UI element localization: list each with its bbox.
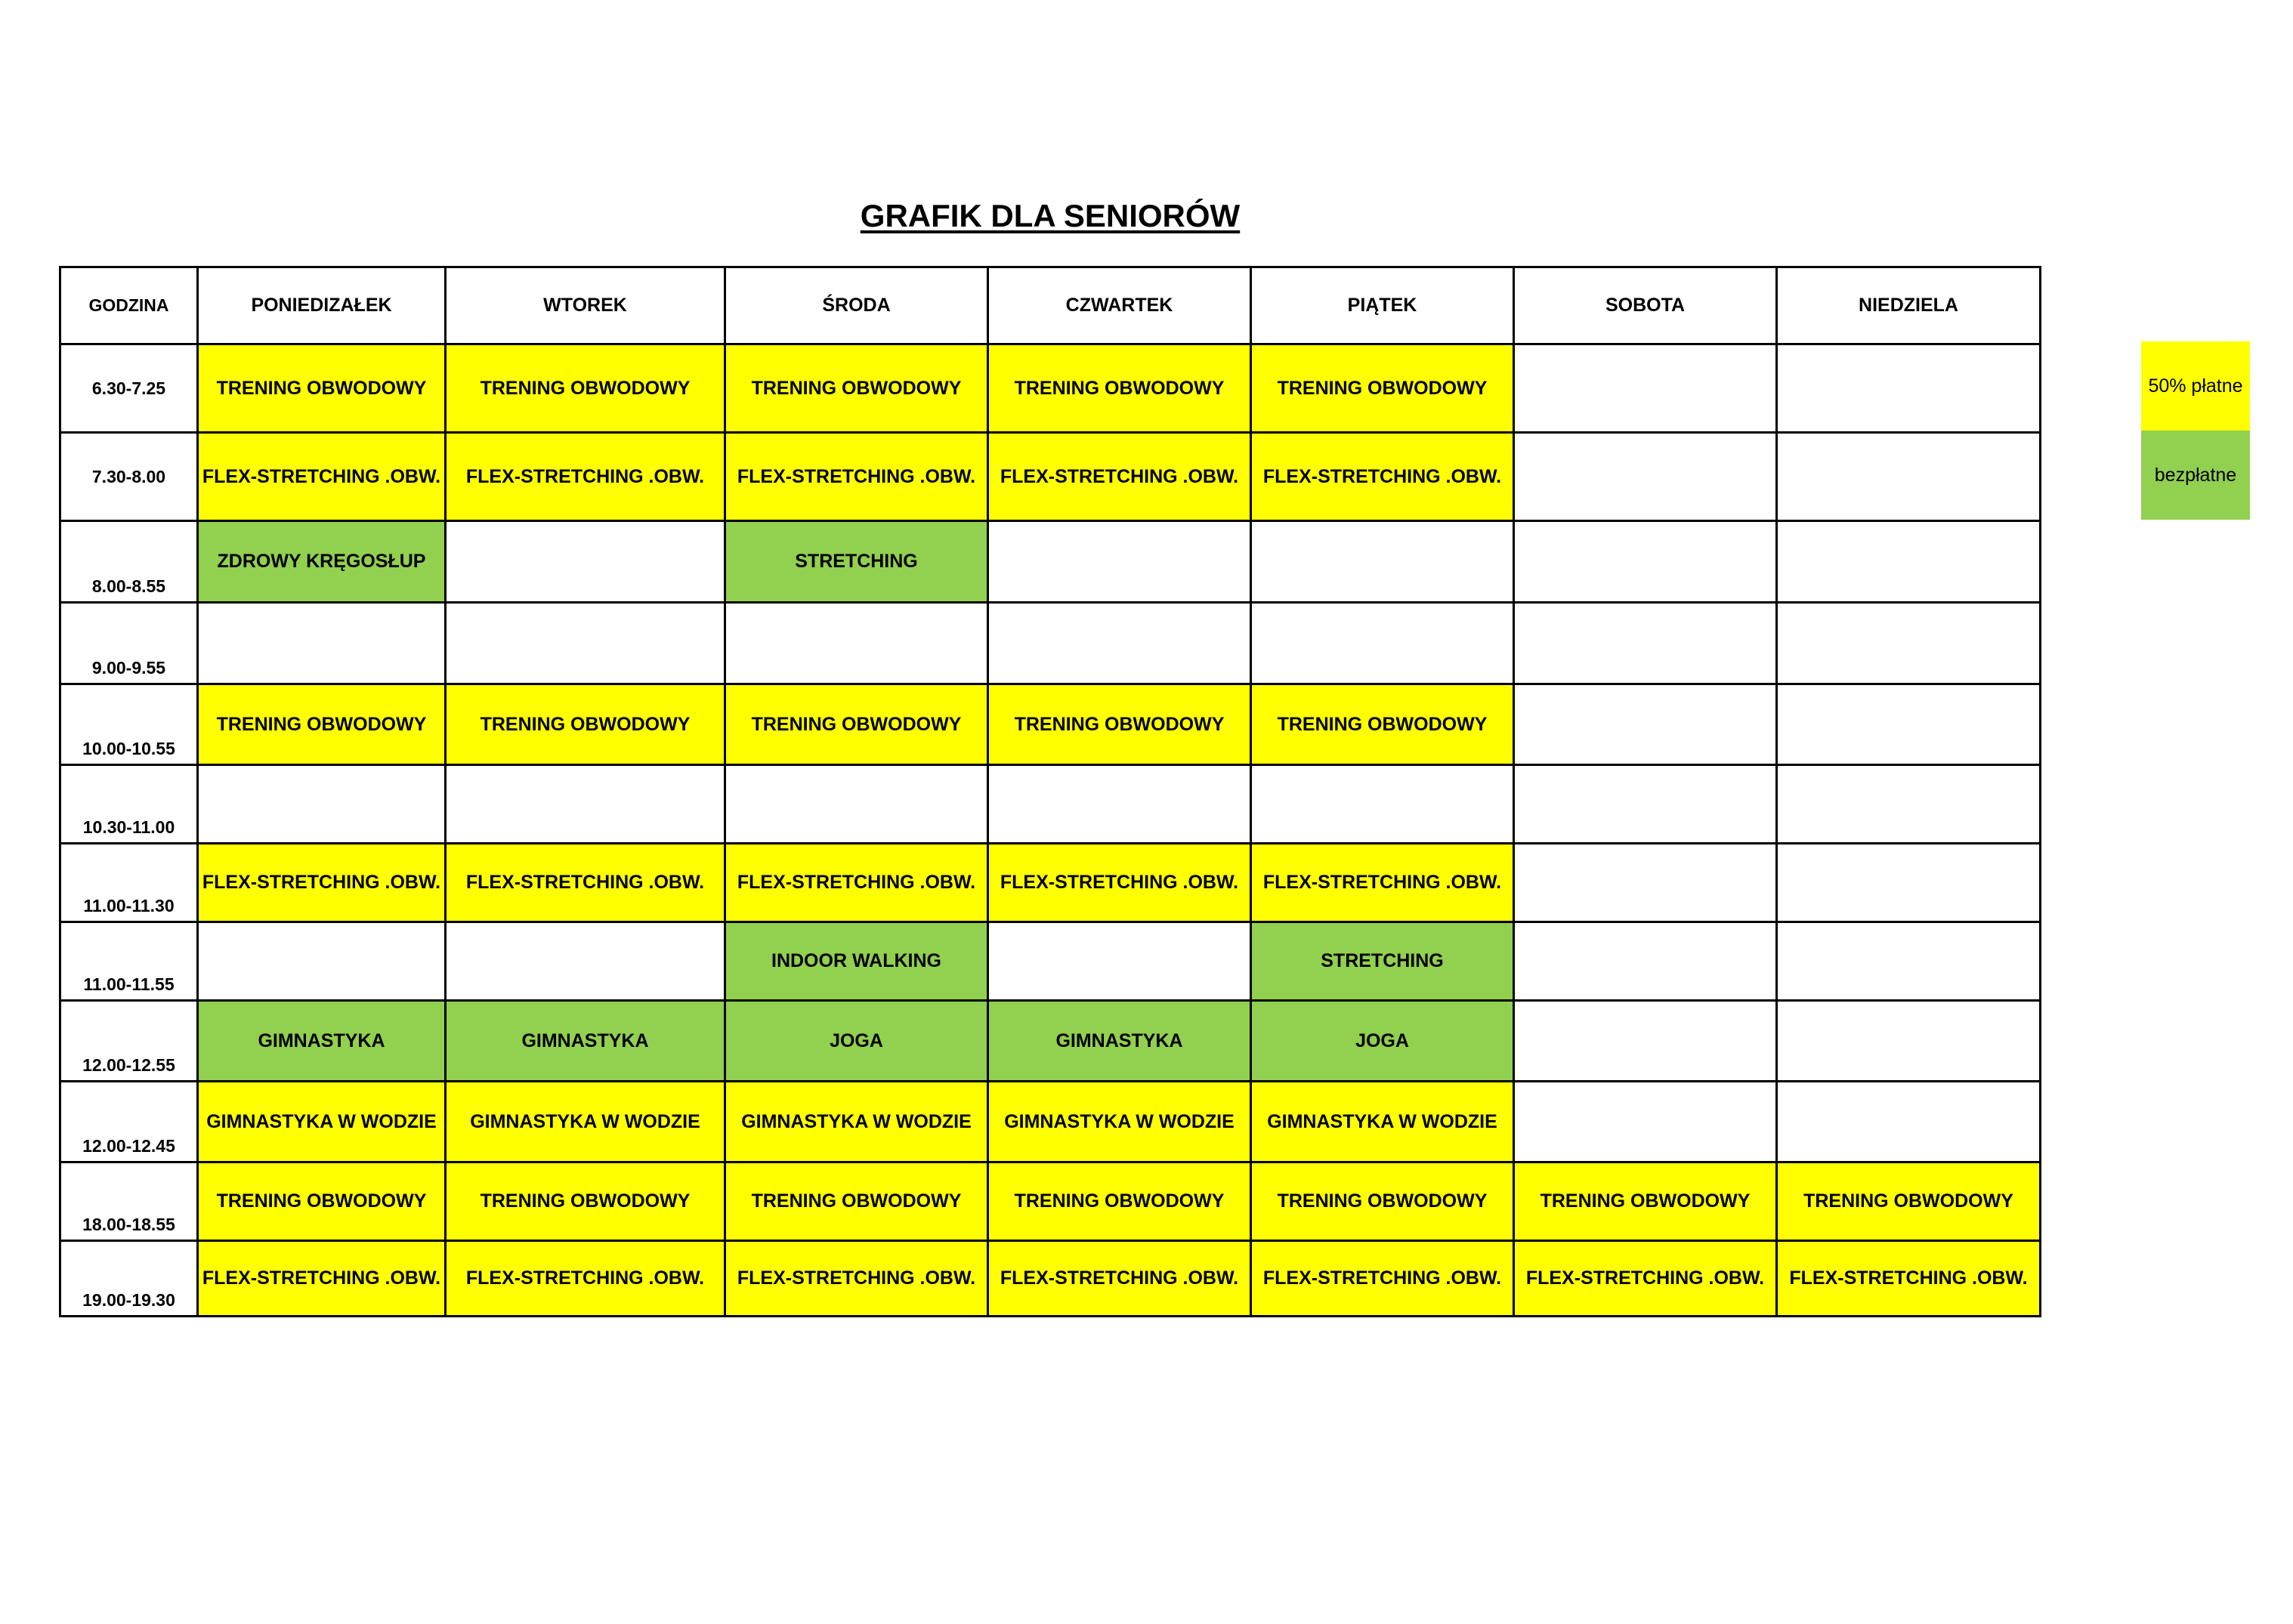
time-cell: 12.00-12.45 bbox=[60, 1082, 198, 1162]
class-cell: FLEX-STRETCHING .OBW. bbox=[725, 1241, 988, 1317]
empty-cell bbox=[198, 922, 446, 1001]
time-cell: 10.00-10.55 bbox=[60, 684, 198, 765]
empty-cell bbox=[725, 603, 988, 684]
class-cell: TRENING OBWODOWY bbox=[1251, 684, 1514, 765]
header-cell-niedziela: NIEDZIELA bbox=[1777, 267, 2041, 344]
page-title: GRAFIK DLA SENIORÓW bbox=[860, 198, 1241, 233]
class-cell: TRENING OBWODOWY bbox=[988, 684, 1251, 765]
empty-cell bbox=[1514, 922, 1777, 1001]
class-cell: GIMNASTYKA W WODZIE bbox=[198, 1082, 446, 1162]
table-row bbox=[60, 603, 2041, 684]
empty-cell bbox=[1251, 521, 1514, 603]
class-cell: TRENING OBWODOWY bbox=[725, 1162, 988, 1241]
table-row bbox=[60, 521, 2041, 603]
class-cell: TRENING OBWODOWY bbox=[446, 344, 725, 433]
legend-item-paid: 50% płatne bbox=[2141, 341, 2250, 431]
table-row bbox=[60, 684, 2041, 765]
class-cell: FLEX-STRETCHING .OBW. bbox=[1514, 1241, 1777, 1317]
empty-cell bbox=[1777, 344, 2041, 433]
table-row bbox=[60, 922, 2041, 1001]
header-cell-poniedizalek: PONIEDIZAŁEK bbox=[198, 267, 446, 344]
time-cell: 9.00-9.55 bbox=[60, 603, 198, 684]
class-cell: TRENING OBWODOWY bbox=[725, 684, 988, 765]
header-cell-wtorek: WTOREK bbox=[446, 267, 725, 344]
class-cell: FLEX-STRETCHING .OBW. bbox=[446, 844, 725, 922]
table-row bbox=[60, 1162, 2041, 1241]
class-cell: TRENING OBWODOWY bbox=[446, 684, 725, 765]
header-cell-sroda: ŚRODA bbox=[725, 267, 988, 344]
empty-cell bbox=[1514, 603, 1777, 684]
class-cell: TRENING OBWODOWY bbox=[988, 1162, 1251, 1241]
empty-cell bbox=[1514, 521, 1777, 603]
table-row bbox=[60, 1001, 2041, 1082]
empty-cell bbox=[1777, 603, 2041, 684]
class-cell: FLEX-STRETCHING .OBW. bbox=[1251, 433, 1514, 521]
class-cell: GIMNASTYKA bbox=[198, 1001, 446, 1082]
class-cell: GIMNASTYKA W WODZIE bbox=[988, 1082, 1251, 1162]
empty-cell bbox=[988, 603, 1251, 684]
empty-cell bbox=[1777, 684, 2041, 765]
time-cell: 6.30-7.25 bbox=[60, 344, 198, 433]
empty-cell bbox=[198, 765, 446, 844]
class-cell: FLEX-STRETCHING .OBW. bbox=[1251, 1241, 1514, 1317]
class-cell: ZDROWY KRĘGOSŁUP bbox=[198, 521, 446, 603]
class-cell: INDOOR WALKING bbox=[725, 922, 988, 1001]
table-row bbox=[60, 1241, 2041, 1317]
empty-cell bbox=[1777, 521, 2041, 603]
class-cell: FLEX-STRETCHING .OBW. bbox=[446, 1241, 725, 1317]
header-cell-godzina: GODZINA bbox=[60, 267, 198, 344]
class-cell: FLEX-STRETCHING .OBW. bbox=[198, 1241, 446, 1317]
time-cell: 11.00-11.55 bbox=[60, 922, 198, 1001]
class-cell: GIMNASTYKA bbox=[988, 1001, 1251, 1082]
header-cell-czwartek: CZWARTEK bbox=[988, 267, 1251, 344]
empty-cell bbox=[1514, 1082, 1777, 1162]
time-cell: 18.00-18.55 bbox=[60, 1162, 198, 1241]
class-cell: FLEX-STRETCHING .OBW. bbox=[1777, 1241, 2041, 1317]
header-cell-sobota: SOBOTA bbox=[1514, 267, 1777, 344]
empty-cell bbox=[446, 603, 725, 684]
header-row bbox=[60, 267, 2041, 344]
empty-cell bbox=[446, 765, 725, 844]
empty-cell bbox=[446, 521, 725, 603]
class-cell: GIMNASTYKA bbox=[446, 1001, 725, 1082]
class-cell: TRENING OBWODOWY bbox=[446, 1162, 725, 1241]
time-cell: 12.00-12.55 bbox=[60, 1001, 198, 1082]
empty-cell bbox=[1514, 844, 1777, 922]
class-cell: FLEX-STRETCHING .OBW. bbox=[988, 433, 1251, 521]
class-cell: TRENING OBWODOWY bbox=[988, 344, 1251, 433]
class-cell: TRENING OBWODOWY bbox=[1251, 1162, 1514, 1241]
class-cell: FLEX-STRETCHING .OBW. bbox=[988, 1241, 1251, 1317]
empty-cell bbox=[1777, 433, 2041, 521]
empty-cell bbox=[446, 922, 725, 1001]
time-cell: 19.00-19.30 bbox=[60, 1241, 198, 1317]
empty-cell bbox=[988, 765, 1251, 844]
empty-cell bbox=[1777, 922, 2041, 1001]
legend-item-free: bezpłatne bbox=[2141, 431, 2250, 520]
class-cell: TRENING OBWODOWY bbox=[198, 684, 446, 765]
time-cell: 10.30-11.00 bbox=[60, 765, 198, 844]
empty-cell bbox=[1514, 765, 1777, 844]
class-cell: TRENING OBWODOWY bbox=[198, 344, 446, 433]
empty-cell bbox=[1514, 1001, 1777, 1082]
time-cell: 8.00-8.55 bbox=[60, 521, 198, 603]
class-cell: STRETCHING bbox=[725, 521, 988, 603]
table-row bbox=[60, 344, 2041, 433]
class-cell: FLEX-STRETCHING .OBW. bbox=[1251, 844, 1514, 922]
class-cell: TRENING OBWODOWY bbox=[1251, 344, 1514, 433]
class-cell: STRETCHING bbox=[1251, 922, 1514, 1001]
empty-cell bbox=[1251, 765, 1514, 844]
class-cell: JOGA bbox=[1251, 1001, 1514, 1082]
class-cell: GIMNASTYKA W WODZIE bbox=[446, 1082, 725, 1162]
table-row bbox=[60, 1082, 2041, 1162]
class-cell: FLEX-STRETCHING .OBW. bbox=[725, 844, 988, 922]
empty-cell bbox=[1251, 603, 1514, 684]
legend bbox=[2141, 341, 2250, 520]
table-row bbox=[60, 765, 2041, 844]
class-cell: GIMNASTYKA W WODZIE bbox=[725, 1082, 988, 1162]
empty-cell bbox=[1777, 1082, 2041, 1162]
empty-cell bbox=[1777, 1001, 2041, 1082]
table-row bbox=[60, 844, 2041, 922]
class-cell: TRENING OBWODOWY bbox=[1514, 1162, 1777, 1241]
empty-cell bbox=[725, 765, 988, 844]
time-cell: 7.30-8.00 bbox=[60, 433, 198, 521]
header-cell-piatek: PIĄTEK bbox=[1251, 267, 1514, 344]
empty-cell bbox=[1514, 433, 1777, 521]
class-cell: GIMNASTYKA W WODZIE bbox=[1251, 1082, 1514, 1162]
class-cell: TRENING OBWODOWY bbox=[198, 1162, 446, 1241]
class-cell: FLEX-STRETCHING .OBW. bbox=[725, 433, 988, 521]
empty-cell bbox=[1514, 684, 1777, 765]
empty-cell bbox=[1514, 344, 1777, 433]
table-row bbox=[60, 433, 2041, 521]
empty-cell bbox=[198, 603, 446, 684]
empty-cell bbox=[988, 922, 1251, 1001]
schedule-body bbox=[60, 267, 2041, 1317]
empty-cell bbox=[1777, 844, 2041, 922]
class-cell: FLEX-STRETCHING .OBW. bbox=[988, 844, 1251, 922]
class-cell: FLEX-STRETCHING .OBW. bbox=[198, 433, 446, 521]
class-cell: JOGA bbox=[725, 1001, 988, 1082]
time-cell: 11.00-11.30 bbox=[60, 844, 198, 922]
empty-cell bbox=[988, 521, 1251, 603]
schedule-table bbox=[59, 266, 2041, 1317]
class-cell: TRENING OBWODOWY bbox=[725, 344, 988, 433]
class-cell: FLEX-STRETCHING .OBW. bbox=[198, 844, 446, 922]
empty-cell bbox=[1777, 765, 2041, 844]
class-cell: FLEX-STRETCHING .OBW. bbox=[446, 433, 725, 521]
class-cell: TRENING OBWODOWY bbox=[1777, 1162, 2041, 1241]
